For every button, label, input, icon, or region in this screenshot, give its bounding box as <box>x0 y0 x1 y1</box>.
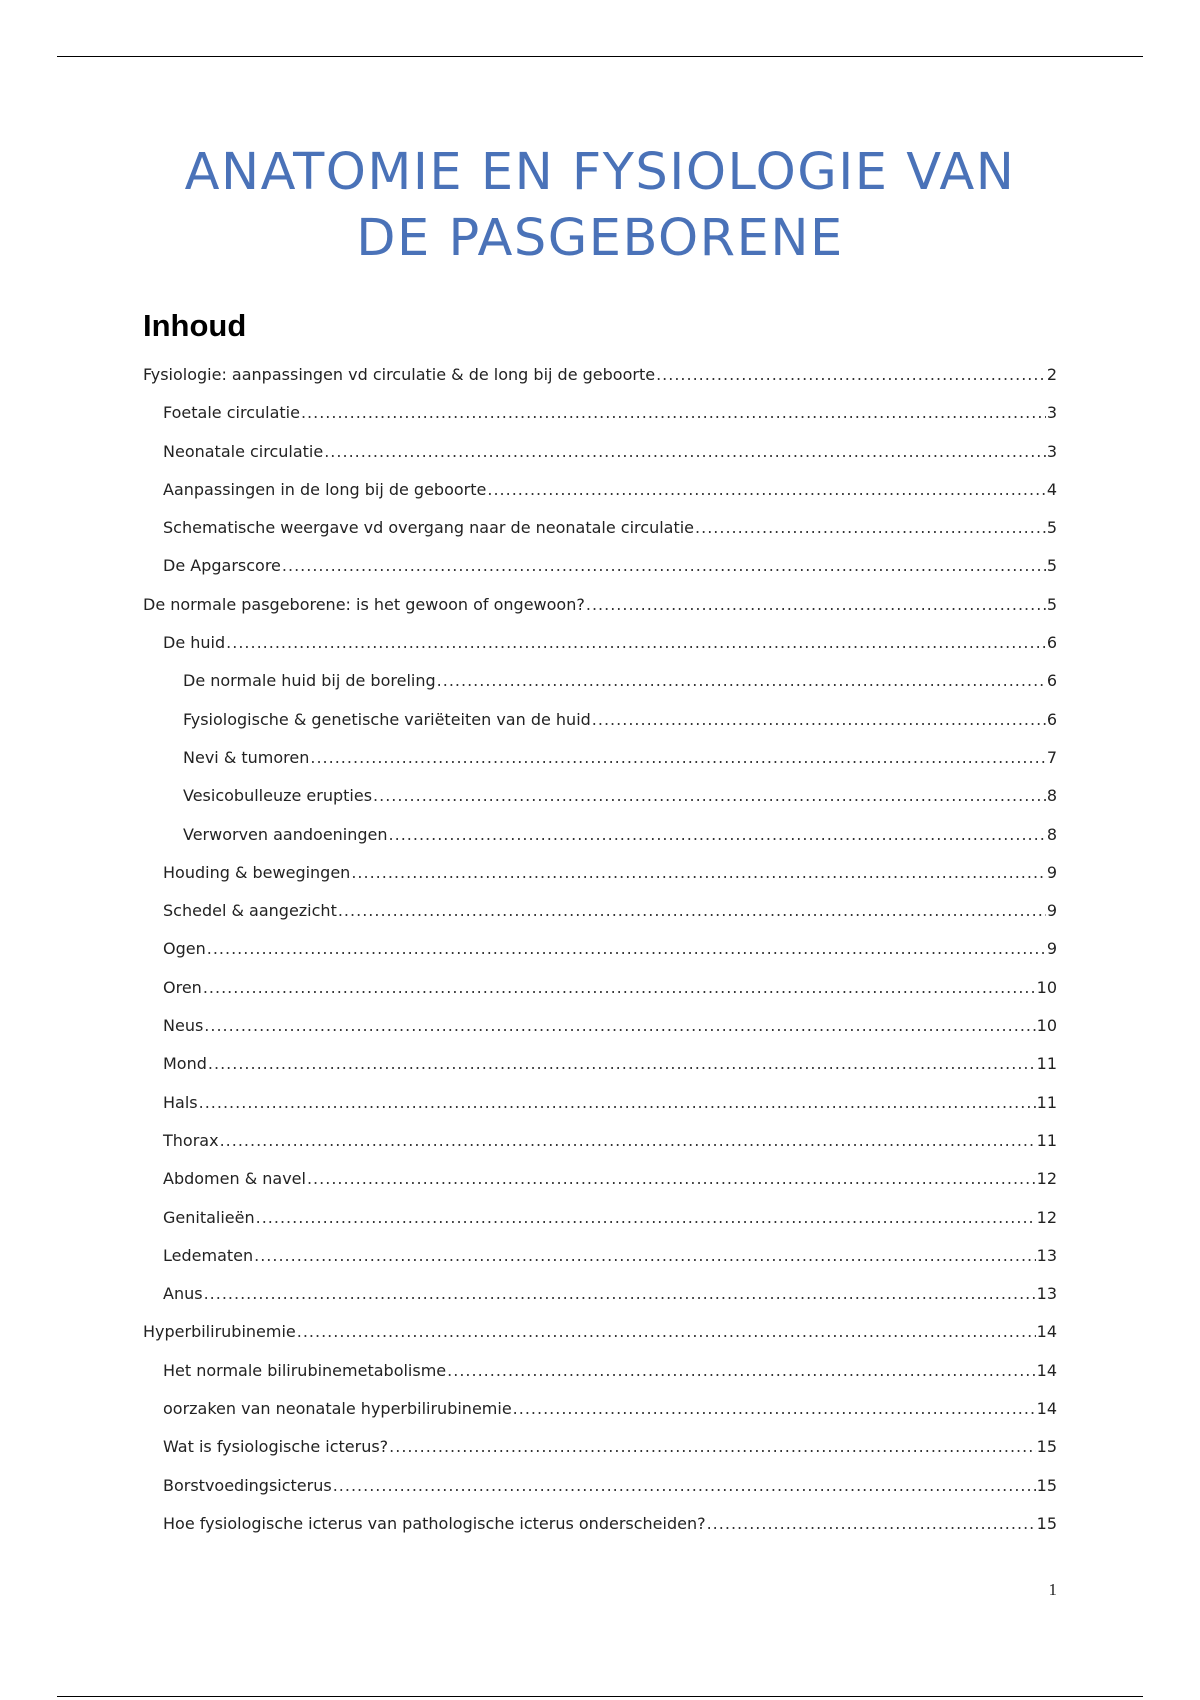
toc-entry[interactable] <box>143 1122 1057 1160</box>
toc-entry[interactable] <box>143 701 1057 739</box>
toc-entry-title: Hoe fysiologische icterus van pathologische icterus onderscheiden? <box>163 1513 706 1533</box>
toc-entry-title: Neonatale circulatie <box>163 441 324 461</box>
toc-entry[interactable] <box>143 1428 1057 1466</box>
toc-entry-page: 11 <box>1036 1130 1057 1150</box>
toc-entry-page: 6 <box>1046 709 1057 729</box>
toc-entry-page: 10 <box>1036 1016 1057 1036</box>
toc-entry[interactable] <box>143 1275 1057 1313</box>
toc-entry[interactable] <box>143 394 1057 432</box>
toc-dot-leader <box>586 586 1046 624</box>
toc-dot-leader <box>220 1122 1036 1160</box>
toc-entry-page: 14 <box>1036 1360 1057 1380</box>
toc-entry[interactable] <box>143 777 1057 815</box>
toc-entry-title: Abdomen & navel <box>163 1169 306 1189</box>
toc-dot-leader <box>226 624 1046 662</box>
toc-entry-title: Vesicobulleuze erupties <box>183 786 373 806</box>
toc-dot-leader <box>324 433 1046 471</box>
header-rule <box>57 56 1143 57</box>
toc-entry-page: 6 <box>1046 633 1057 653</box>
toc-entry[interactable] <box>143 356 1057 394</box>
toc-entry-title: Hyperbilirubinemie <box>143 1322 296 1342</box>
toc-entry[interactable] <box>143 586 1057 624</box>
toc-entry-page: 15 <box>1036 1475 1057 1495</box>
toc-dot-leader <box>254 1237 1036 1275</box>
toc-entry[interactable] <box>143 739 1057 777</box>
toc-dot-leader <box>204 1275 1036 1313</box>
toc-dot-leader <box>487 471 1045 509</box>
toc-entry-title: Schematische weergave vd overgang naar de neonatale circulatie <box>163 518 695 538</box>
toc-entry-title: Het normale bilirubinemetabolisme <box>163 1360 447 1380</box>
toc-dot-leader <box>437 662 1046 700</box>
toc-entry-page: 11 <box>1036 1092 1057 1112</box>
toc-dot-leader <box>351 854 1045 892</box>
footer-rule <box>57 1696 1143 1697</box>
toc-entry-page: 3 <box>1046 403 1057 423</box>
toc-entry-page: 5 <box>1046 556 1057 576</box>
toc-entry-title: Foetale circulatie <box>163 403 300 423</box>
toc-heading: Inhoud <box>143 308 247 343</box>
toc-entry-title: Ogen <box>163 939 206 959</box>
toc-entry[interactable] <box>143 1045 1057 1083</box>
toc-entry[interactable] <box>143 854 1057 892</box>
toc-entry-title: Borstvoedingsicterus <box>163 1475 332 1495</box>
toc-entry-title: Fysiologische & genetische variëteiten van de huid <box>183 709 591 729</box>
toc-dot-leader <box>199 1084 1036 1122</box>
toc-entry-page: 12 <box>1036 1207 1057 1227</box>
toc-entry-title: Verworven aandoeningen <box>183 824 388 844</box>
toc-entry-page: 2 <box>1046 365 1057 384</box>
toc-entry[interactable] <box>143 1467 1057 1505</box>
toc-dot-leader <box>592 701 1046 739</box>
toc-entry[interactable] <box>143 1007 1057 1045</box>
toc-entry-page: 4 <box>1046 479 1057 499</box>
toc-dot-leader <box>695 509 1046 547</box>
toc-entry-page: 3 <box>1046 441 1057 461</box>
toc-entry[interactable] <box>143 433 1057 471</box>
toc-dot-leader <box>310 739 1045 777</box>
toc-entry-title: Oren <box>163 977 202 997</box>
toc-dot-leader <box>389 1428 1035 1466</box>
table-of-contents <box>143 356 1057 1543</box>
toc-entry-page: 11 <box>1036 1054 1057 1074</box>
toc-entry-title: Genitalieën <box>163 1207 255 1227</box>
document-title: ANATOMIE EN FYSIOLOGIE VAN DE PASGEBORENE <box>184 143 1016 268</box>
toc-dot-leader <box>256 1199 1036 1237</box>
toc-dot-leader <box>656 356 1046 394</box>
toc-entry[interactable] <box>143 509 1057 547</box>
toc-entry-title: De Apgarscore <box>163 556 281 576</box>
toc-entry[interactable] <box>143 1237 1057 1275</box>
toc-entry-page: 15 <box>1036 1513 1057 1533</box>
toc-dot-leader <box>307 1160 1036 1198</box>
toc-entry-title: De normale huid bij de boreling <box>183 671 436 691</box>
toc-entry[interactable] <box>143 624 1057 662</box>
toc-entry[interactable] <box>143 892 1057 930</box>
toc-dot-leader <box>333 1467 1036 1505</box>
toc-entry[interactable] <box>143 1505 1057 1543</box>
toc-entry-page: 13 <box>1036 1284 1057 1304</box>
toc-entry[interactable] <box>143 816 1057 854</box>
toc-entry-page: 14 <box>1036 1322 1057 1342</box>
toc-dot-leader <box>203 969 1036 1007</box>
toc-entry-page: 6 <box>1046 671 1057 691</box>
toc-dot-leader <box>204 1007 1035 1045</box>
toc-entry-title: Nevi & tumoren <box>183 747 310 767</box>
toc-entry-title: Hals <box>163 1092 198 1112</box>
toc-entry-title: Anus <box>163 1284 203 1304</box>
toc-entry-page: 8 <box>1046 824 1057 844</box>
toc-entry[interactable] <box>143 969 1057 1007</box>
toc-entry-page: 5 <box>1046 518 1057 538</box>
toc-entry-title: Ledematen <box>163 1245 254 1265</box>
toc-entry[interactable] <box>143 662 1057 700</box>
toc-dot-leader <box>513 1390 1036 1428</box>
toc-entry[interactable] <box>143 930 1057 968</box>
toc-dot-leader <box>207 930 1046 968</box>
toc-entry-page: 10 <box>1036 977 1057 997</box>
toc-entry[interactable] <box>143 471 1057 509</box>
toc-entry-title: De huid <box>163 633 226 653</box>
toc-entry-page: 9 <box>1046 901 1057 921</box>
toc-entry[interactable] <box>143 1199 1057 1237</box>
toc-entry-title: Schedel & aangezicht <box>163 901 337 921</box>
toc-entry[interactable] <box>143 1160 1057 1198</box>
toc-entry-title: Mond <box>163 1054 207 1074</box>
toc-entry-page: 15 <box>1036 1437 1057 1457</box>
toc-entry-page: 12 <box>1036 1169 1057 1189</box>
toc-entry-title: Thorax <box>163 1130 219 1150</box>
toc-entry[interactable] <box>143 547 1057 585</box>
toc-entry-page: 8 <box>1046 786 1057 806</box>
toc-entry[interactable] <box>143 1313 1057 1351</box>
toc-dot-leader <box>338 892 1046 930</box>
toc-entry-page: 9 <box>1046 862 1057 882</box>
toc-entry-title: Wat is fysiologische icterus? <box>163 1437 389 1457</box>
toc-entry-page: 13 <box>1036 1245 1057 1265</box>
toc-dot-leader <box>447 1352 1036 1390</box>
toc-dot-leader <box>301 394 1046 432</box>
toc-entry[interactable] <box>143 1084 1057 1122</box>
toc-dot-leader <box>373 777 1046 815</box>
toc-entry[interactable] <box>143 1390 1057 1428</box>
toc-dot-leader <box>707 1505 1036 1543</box>
toc-entry-title: Aanpassingen in de long bij de geboorte <box>163 479 487 499</box>
toc-entry-title: oorzaken van neonatale hyperbilirubinemie <box>163 1399 512 1419</box>
toc-entry[interactable] <box>143 1352 1057 1390</box>
toc-entry-title: Houding & bewegingen <box>163 862 351 882</box>
toc-entry-page: 7 <box>1046 747 1057 767</box>
toc-entry-title: Fysiologie: aanpassingen vd circulatie & de long bij de geboorte <box>143 365 656 384</box>
page-number: 1 <box>1048 1580 1057 1599</box>
toc-entry-page: 14 <box>1036 1399 1057 1419</box>
toc-dot-leader <box>208 1045 1036 1083</box>
toc-dot-leader <box>297 1313 1036 1351</box>
toc-entry-page: 9 <box>1046 939 1057 959</box>
toc-dot-leader <box>282 547 1046 585</box>
toc-entry-title: De normale pasgeborene: is het gewoon of ongewoon? <box>143 594 585 614</box>
toc-dot-leader <box>389 816 1046 854</box>
toc-entry-title: Neus <box>163 1016 204 1036</box>
toc-entry-page: 5 <box>1046 594 1057 614</box>
